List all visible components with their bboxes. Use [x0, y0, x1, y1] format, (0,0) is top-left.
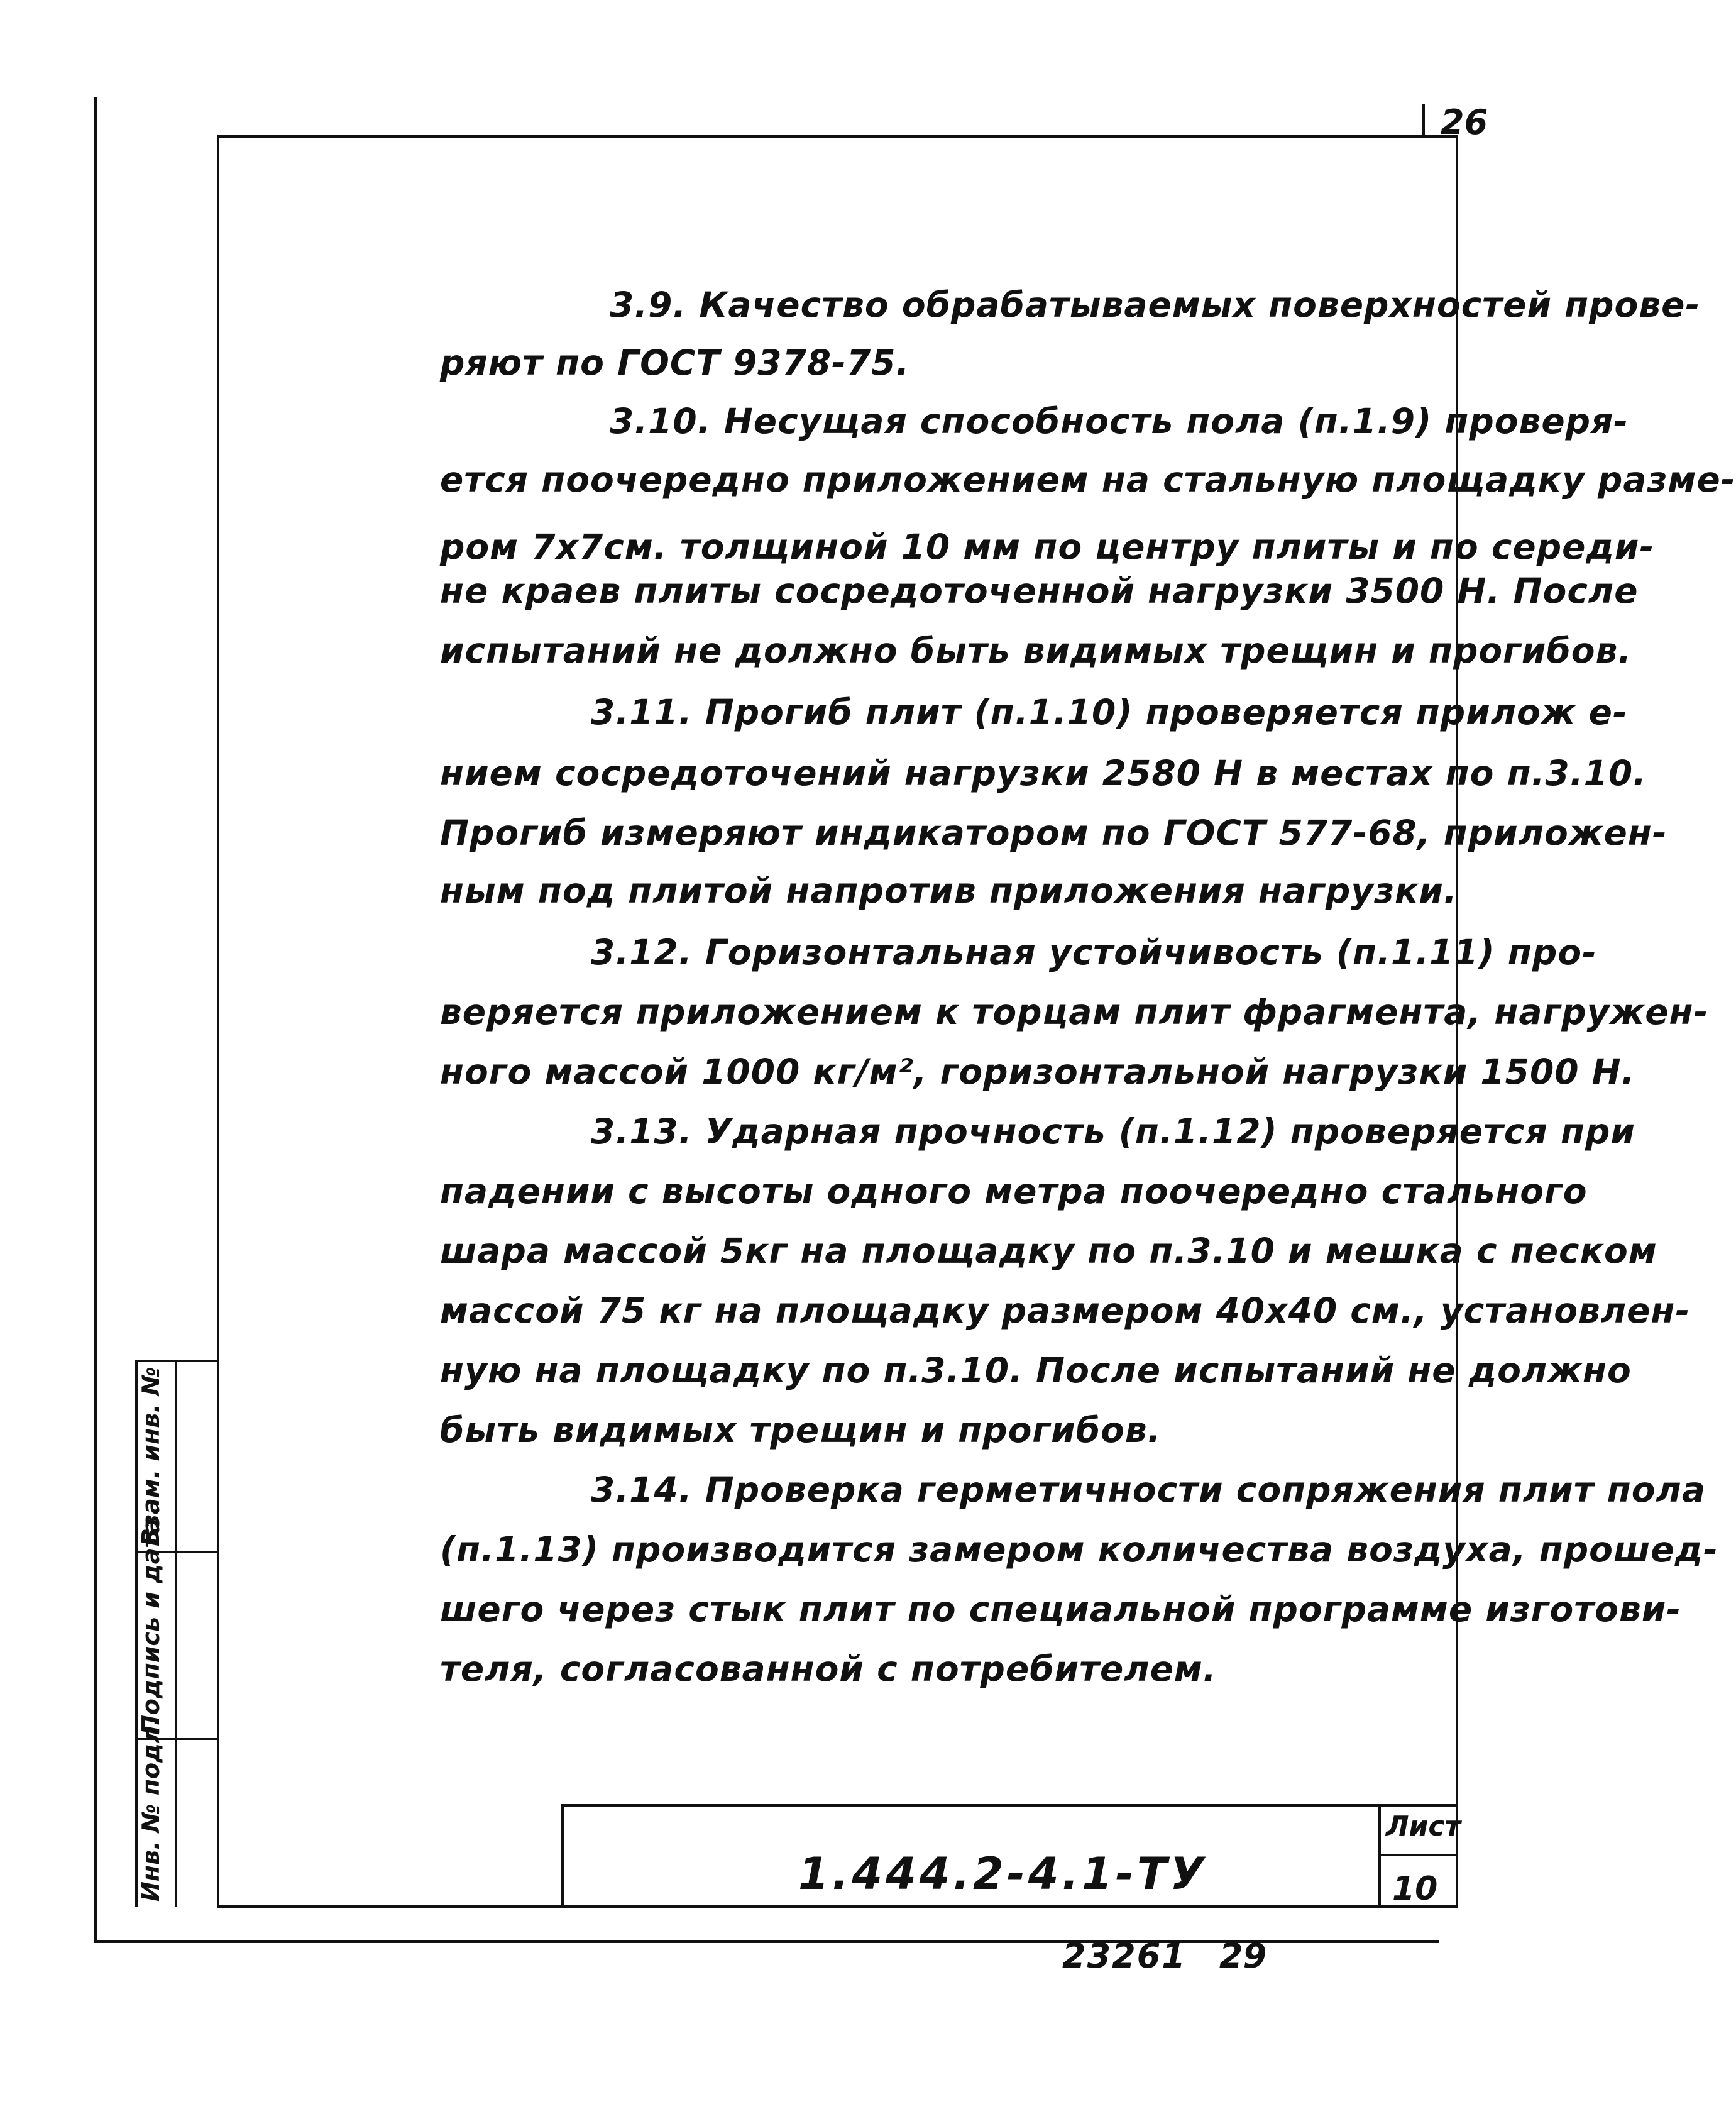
stamp-inner-divider [175, 1360, 177, 1907]
text-line: 3.13. Ударная прочность (п.1.12) проверяется при [591, 1111, 1635, 1152]
stamp-label-inv-no: Инв. № подл. [137, 1716, 165, 1902]
archive-number: 23261 [1062, 1936, 1187, 1976]
text-line: массой 75 кг на площадку размером 40х40 см., установлен- [440, 1291, 1691, 1331]
inner-frame-bottom [217, 1905, 1458, 1908]
text-line: веряется приложением к торцам плит фрагмента, нагружен- [440, 992, 1709, 1032]
text-line: нием сосредоточений нагрузки 2580 Н в местах по п.3.10. [440, 753, 1647, 793]
text-line: (п.1.13) производится замером количества воздуха, прошед- [440, 1529, 1718, 1570]
text-line: испытаний не должно быть видимых трещин и прогибов. [440, 630, 1632, 671]
text-line: падении с высоты одного метра поочередно стального [440, 1171, 1588, 1211]
text-line: Прогиб измеряют индикатором по ГОСТ 577-68, приложен- [440, 813, 1667, 853]
stamp-top [135, 1360, 218, 1362]
text-line: 3.12. Горизонтальная устойчивость (п.1.11) про- [591, 932, 1597, 972]
stamp-label-replacement-inv: Взам. инв. № [137, 1367, 165, 1546]
text-line: шего через стык плит по специальной программе изготови- [440, 1589, 1682, 1629]
text-line: не краев плиты сосредоточенной нагрузки 3500 Н. После [440, 571, 1639, 611]
text-line: шара массой 5кг на площадку по п.3.10 и мешка с песком [440, 1231, 1657, 1271]
text-line: ного массой 1000 кг/м², горизонтальной нагрузки 1500 Н. [440, 1052, 1635, 1092]
title-block-top [561, 1804, 1458, 1807]
text-line: 3.14. Проверка герметичности сопряжения плит пола [591, 1470, 1706, 1510]
text-line: 3.11. Прогиб плит (п.1.10) проверяется прилож е- [591, 692, 1628, 732]
title-block-sheet-row-divider [1378, 1854, 1458, 1856]
text-line: 3.9. Качество обрабатываемых поверхностей прове- [610, 285, 1701, 325]
text-line: ную на площадку по п.3.10. После испытаний не должно [440, 1350, 1632, 1390]
text-line: ряют по ГОСТ 9378-75. [440, 343, 910, 383]
text-line: ром 7х7см. толщиной 10 мм по центру плиты и по середи- [440, 527, 1655, 567]
outer-frame-left [94, 97, 97, 1942]
document-code: 1.444.2-4.1-ТУ [798, 1848, 1207, 1900]
text-line: ным под плитой напротив приложения нагрузки. [440, 871, 1458, 911]
text-line: 3.10. Несущая способность пола (п.1.9) проверя- [610, 401, 1629, 441]
text-line: теля, согласованной с потребителем. [440, 1649, 1217, 1689]
archive-page-number: 29 [1219, 1936, 1267, 1976]
text-line: быть видимых трещин и прогибов. [440, 1410, 1162, 1450]
stamp-label-signature-date: Подпись и дата [137, 1517, 165, 1735]
sheet-label: Лист [1386, 1810, 1461, 1842]
sheet-number: 10 [1392, 1870, 1438, 1908]
title-block-left [561, 1804, 564, 1907]
corner-mark [1422, 104, 1425, 136]
text-line: ется поочередно приложением на стальную площадку разме- [440, 460, 1736, 500]
inner-frame-top [217, 135, 1458, 138]
corner-page-number: 26 [1441, 102, 1488, 142]
inner-frame-left [217, 135, 219, 1908]
